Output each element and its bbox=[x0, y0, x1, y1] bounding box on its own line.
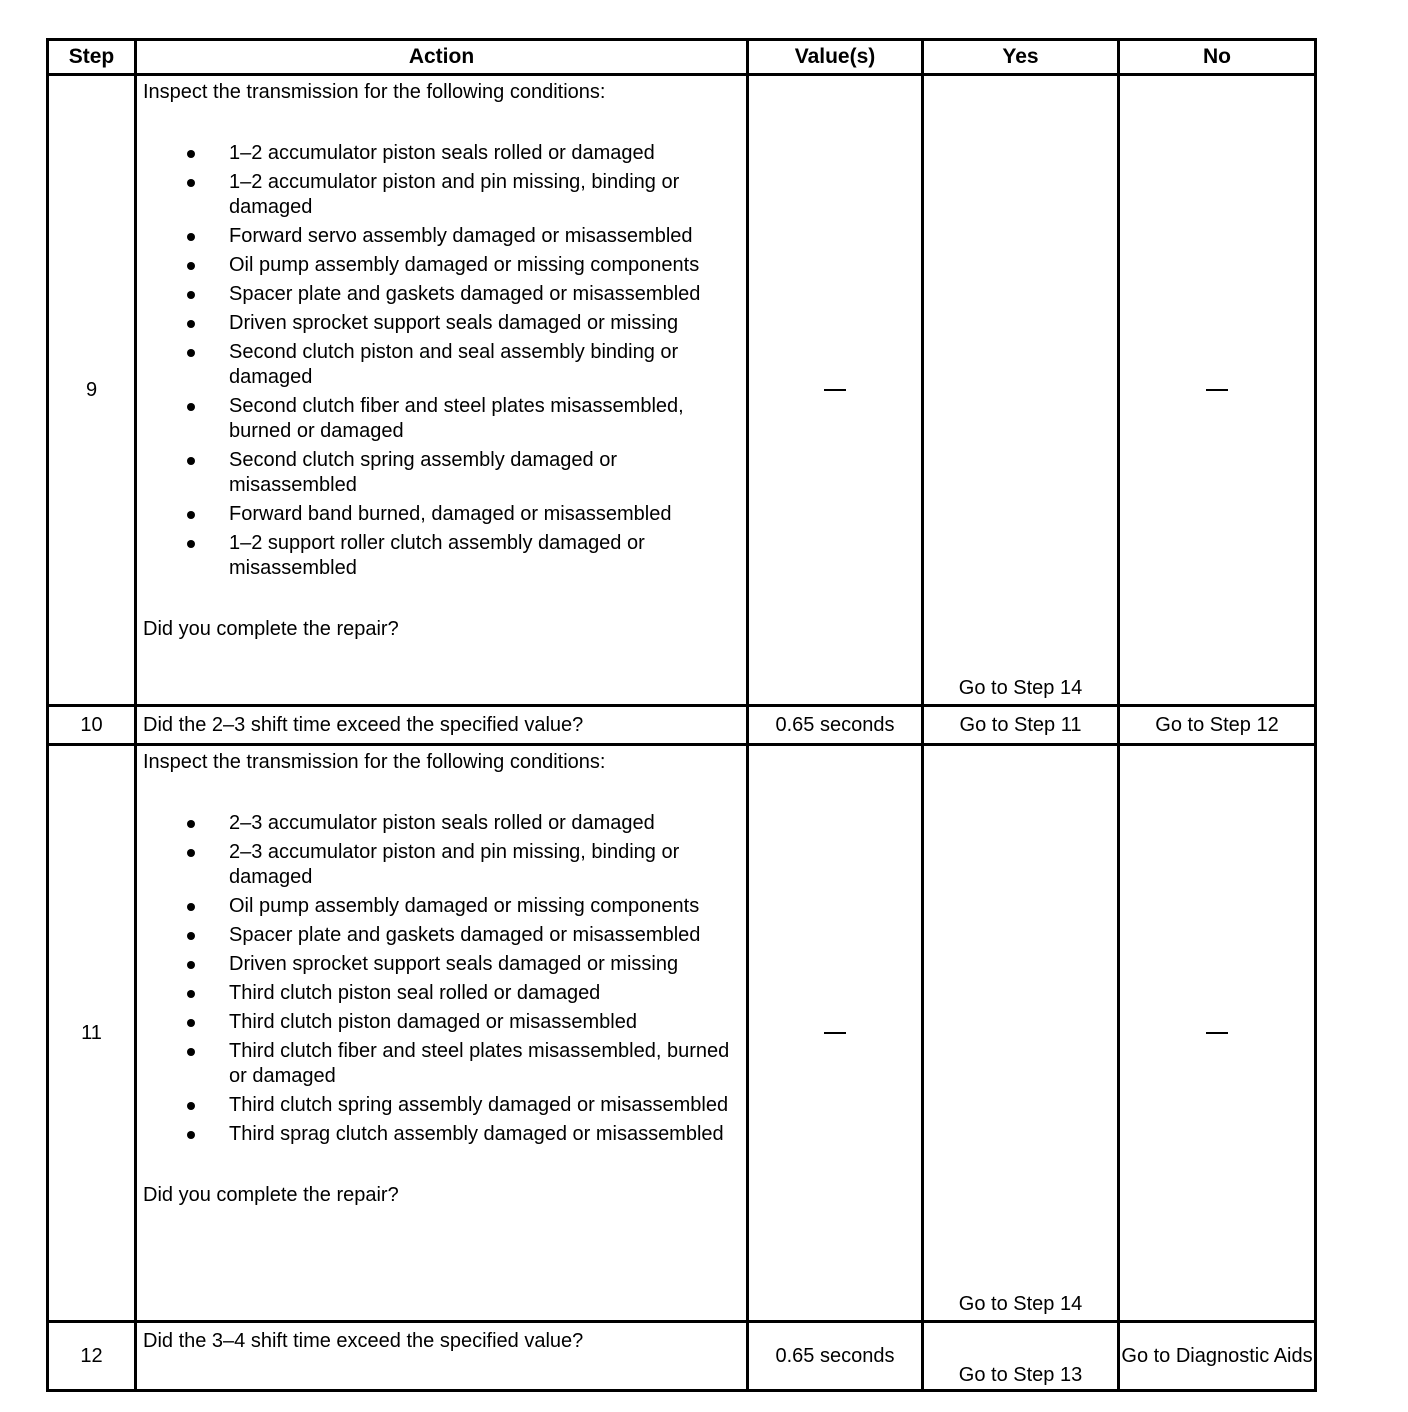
values-cell: 0.65 seconds bbox=[748, 706, 923, 745]
condition-item bbox=[143, 840, 740, 890]
bullet-icon bbox=[187, 820, 195, 828]
condition-text: Spacer plate and gaskets damaged or misassembled bbox=[229, 924, 701, 946]
condition-list bbox=[143, 141, 740, 581]
step-number: 12 bbox=[48, 1322, 136, 1391]
yes-cell: Go to Step 13 bbox=[923, 1322, 1119, 1391]
condition-item bbox=[143, 894, 740, 919]
values-dash bbox=[824, 389, 846, 391]
condition-item bbox=[143, 1093, 740, 1118]
condition-text: Driven sprocket support seals damaged or missing bbox=[229, 953, 679, 975]
bullet-icon bbox=[187, 1048, 195, 1056]
condition-item bbox=[143, 502, 740, 527]
condition-list bbox=[143, 811, 740, 1147]
bullet-icon bbox=[187, 903, 195, 911]
bullet-icon bbox=[187, 1019, 195, 1027]
bullet-icon bbox=[187, 990, 195, 998]
action-intro: Inspect the transmission for the following conditions: bbox=[143, 751, 606, 773]
condition-text: 1–2 accumulator piston and pin missing, binding or damaged bbox=[229, 171, 680, 218]
condition-item bbox=[143, 1122, 740, 1147]
condition-text: Second clutch spring assembly damaged or misassembled bbox=[229, 449, 617, 496]
step-number: 10 bbox=[48, 706, 136, 745]
bullet-icon bbox=[187, 1131, 195, 1139]
condition-item bbox=[143, 923, 740, 948]
bullet-icon bbox=[187, 320, 195, 328]
condition-item bbox=[143, 1039, 740, 1089]
table-row-step-9 bbox=[48, 75, 1316, 706]
values-cell bbox=[748, 745, 923, 1322]
condition-text: Third clutch piston damaged or misassembled bbox=[229, 1011, 637, 1033]
values-cell: 0.65 seconds bbox=[748, 1322, 923, 1391]
bullet-icon bbox=[187, 179, 195, 187]
bullet-icon bbox=[187, 849, 195, 857]
condition-text: Forward band burned, damaged or misassembled bbox=[229, 503, 672, 525]
values-cell bbox=[748, 75, 923, 706]
condition-text: Second clutch fiber and steel plates misassembled, burned or damaged bbox=[229, 395, 684, 442]
step-number: 11 bbox=[48, 745, 136, 1322]
action-question: Did you complete the repair? bbox=[143, 1184, 399, 1206]
condition-item bbox=[143, 1010, 740, 1035]
no-cell: Go to Diagnostic Aids bbox=[1119, 1322, 1316, 1391]
action-intro: Inspect the transmission for the following conditions: bbox=[143, 81, 606, 103]
condition-item bbox=[143, 394, 740, 444]
bullet-icon bbox=[187, 403, 195, 411]
table-row-step-12 bbox=[48, 1322, 1316, 1391]
yes-cell: Go to Step 11 bbox=[923, 706, 1119, 745]
bullet-icon bbox=[187, 233, 195, 241]
no-cell bbox=[1119, 745, 1316, 1322]
no-cell: Go to Step 12 bbox=[1119, 706, 1316, 745]
action-cell bbox=[136, 745, 748, 1322]
condition-text: Driven sprocket support seals damaged or missing bbox=[229, 312, 679, 334]
bullet-icon bbox=[187, 457, 195, 465]
condition-item bbox=[143, 811, 740, 836]
condition-text: 1–2 accumulator piston seals rolled or damaged bbox=[229, 142, 655, 164]
no-dash bbox=[1206, 1032, 1228, 1034]
yes-cell: Go to Step 14 bbox=[923, 745, 1119, 1322]
condition-item bbox=[143, 224, 740, 249]
action-question: Did the 2–3 shift time exceed the specified value? bbox=[136, 706, 748, 745]
condition-item bbox=[143, 952, 740, 977]
condition-item bbox=[143, 253, 740, 278]
table-row-step-10 bbox=[48, 706, 1316, 745]
bullet-icon bbox=[187, 291, 195, 299]
header-action: Action bbox=[136, 40, 748, 75]
values-dash bbox=[824, 1032, 846, 1034]
condition-item bbox=[143, 141, 740, 166]
condition-text: 2–3 accumulator piston seals rolled or damaged bbox=[229, 812, 655, 834]
no-dash bbox=[1206, 389, 1228, 391]
condition-text: Third clutch spring assembly damaged or misassembled bbox=[229, 1094, 729, 1116]
action-question: Did you complete the repair? bbox=[143, 618, 399, 640]
condition-text: Spacer plate and gaskets damaged or misassembled bbox=[229, 283, 701, 305]
table-row-step-11 bbox=[48, 745, 1316, 1322]
bullet-icon bbox=[187, 262, 195, 270]
action-cell bbox=[136, 75, 748, 706]
header-step: Step bbox=[48, 40, 136, 75]
condition-text: Third sprag clutch assembly damaged or misassembled bbox=[229, 1123, 724, 1145]
bullet-icon bbox=[187, 961, 195, 969]
header-no: No bbox=[1119, 40, 1316, 75]
action-question: Did the 3–4 shift time exceed the specified value? bbox=[136, 1322, 748, 1391]
condition-text: Forward servo assembly damaged or misassembled bbox=[229, 225, 693, 247]
bullet-icon bbox=[187, 150, 195, 158]
bullet-icon bbox=[187, 932, 195, 940]
bullet-icon bbox=[187, 511, 195, 519]
condition-text: Second clutch piston and seal assembly binding or damaged bbox=[229, 341, 679, 388]
bullet-icon bbox=[187, 349, 195, 357]
condition-item bbox=[143, 448, 740, 498]
header-values: Value(s) bbox=[748, 40, 923, 75]
condition-text: 1–2 support roller clutch assembly damaged or misassembled bbox=[229, 532, 645, 579]
condition-item bbox=[143, 170, 740, 220]
no-cell bbox=[1119, 75, 1316, 706]
condition-item bbox=[143, 531, 740, 581]
condition-text: 2–3 accumulator piston and pin missing, binding or damaged bbox=[229, 841, 680, 888]
diagnostic-table bbox=[46, 38, 1317, 1392]
bullet-icon bbox=[187, 1102, 195, 1110]
condition-text: Third clutch piston seal rolled or damaged bbox=[229, 982, 601, 1004]
condition-text: Oil pump assembly damaged or missing components bbox=[229, 895, 700, 917]
condition-text: Oil pump assembly damaged or missing components bbox=[229, 254, 700, 276]
header-row bbox=[48, 40, 1316, 75]
yes-cell: Go to Step 14 bbox=[923, 75, 1119, 706]
condition-item bbox=[143, 311, 740, 336]
condition-item bbox=[143, 981, 740, 1006]
bullet-icon bbox=[187, 540, 195, 548]
condition-text: Third clutch fiber and steel plates misassembled, burned or damaged bbox=[229, 1040, 730, 1087]
step-number: 9 bbox=[48, 75, 136, 706]
header-yes: Yes bbox=[923, 40, 1119, 75]
condition-item bbox=[143, 340, 740, 390]
condition-item bbox=[143, 282, 740, 307]
